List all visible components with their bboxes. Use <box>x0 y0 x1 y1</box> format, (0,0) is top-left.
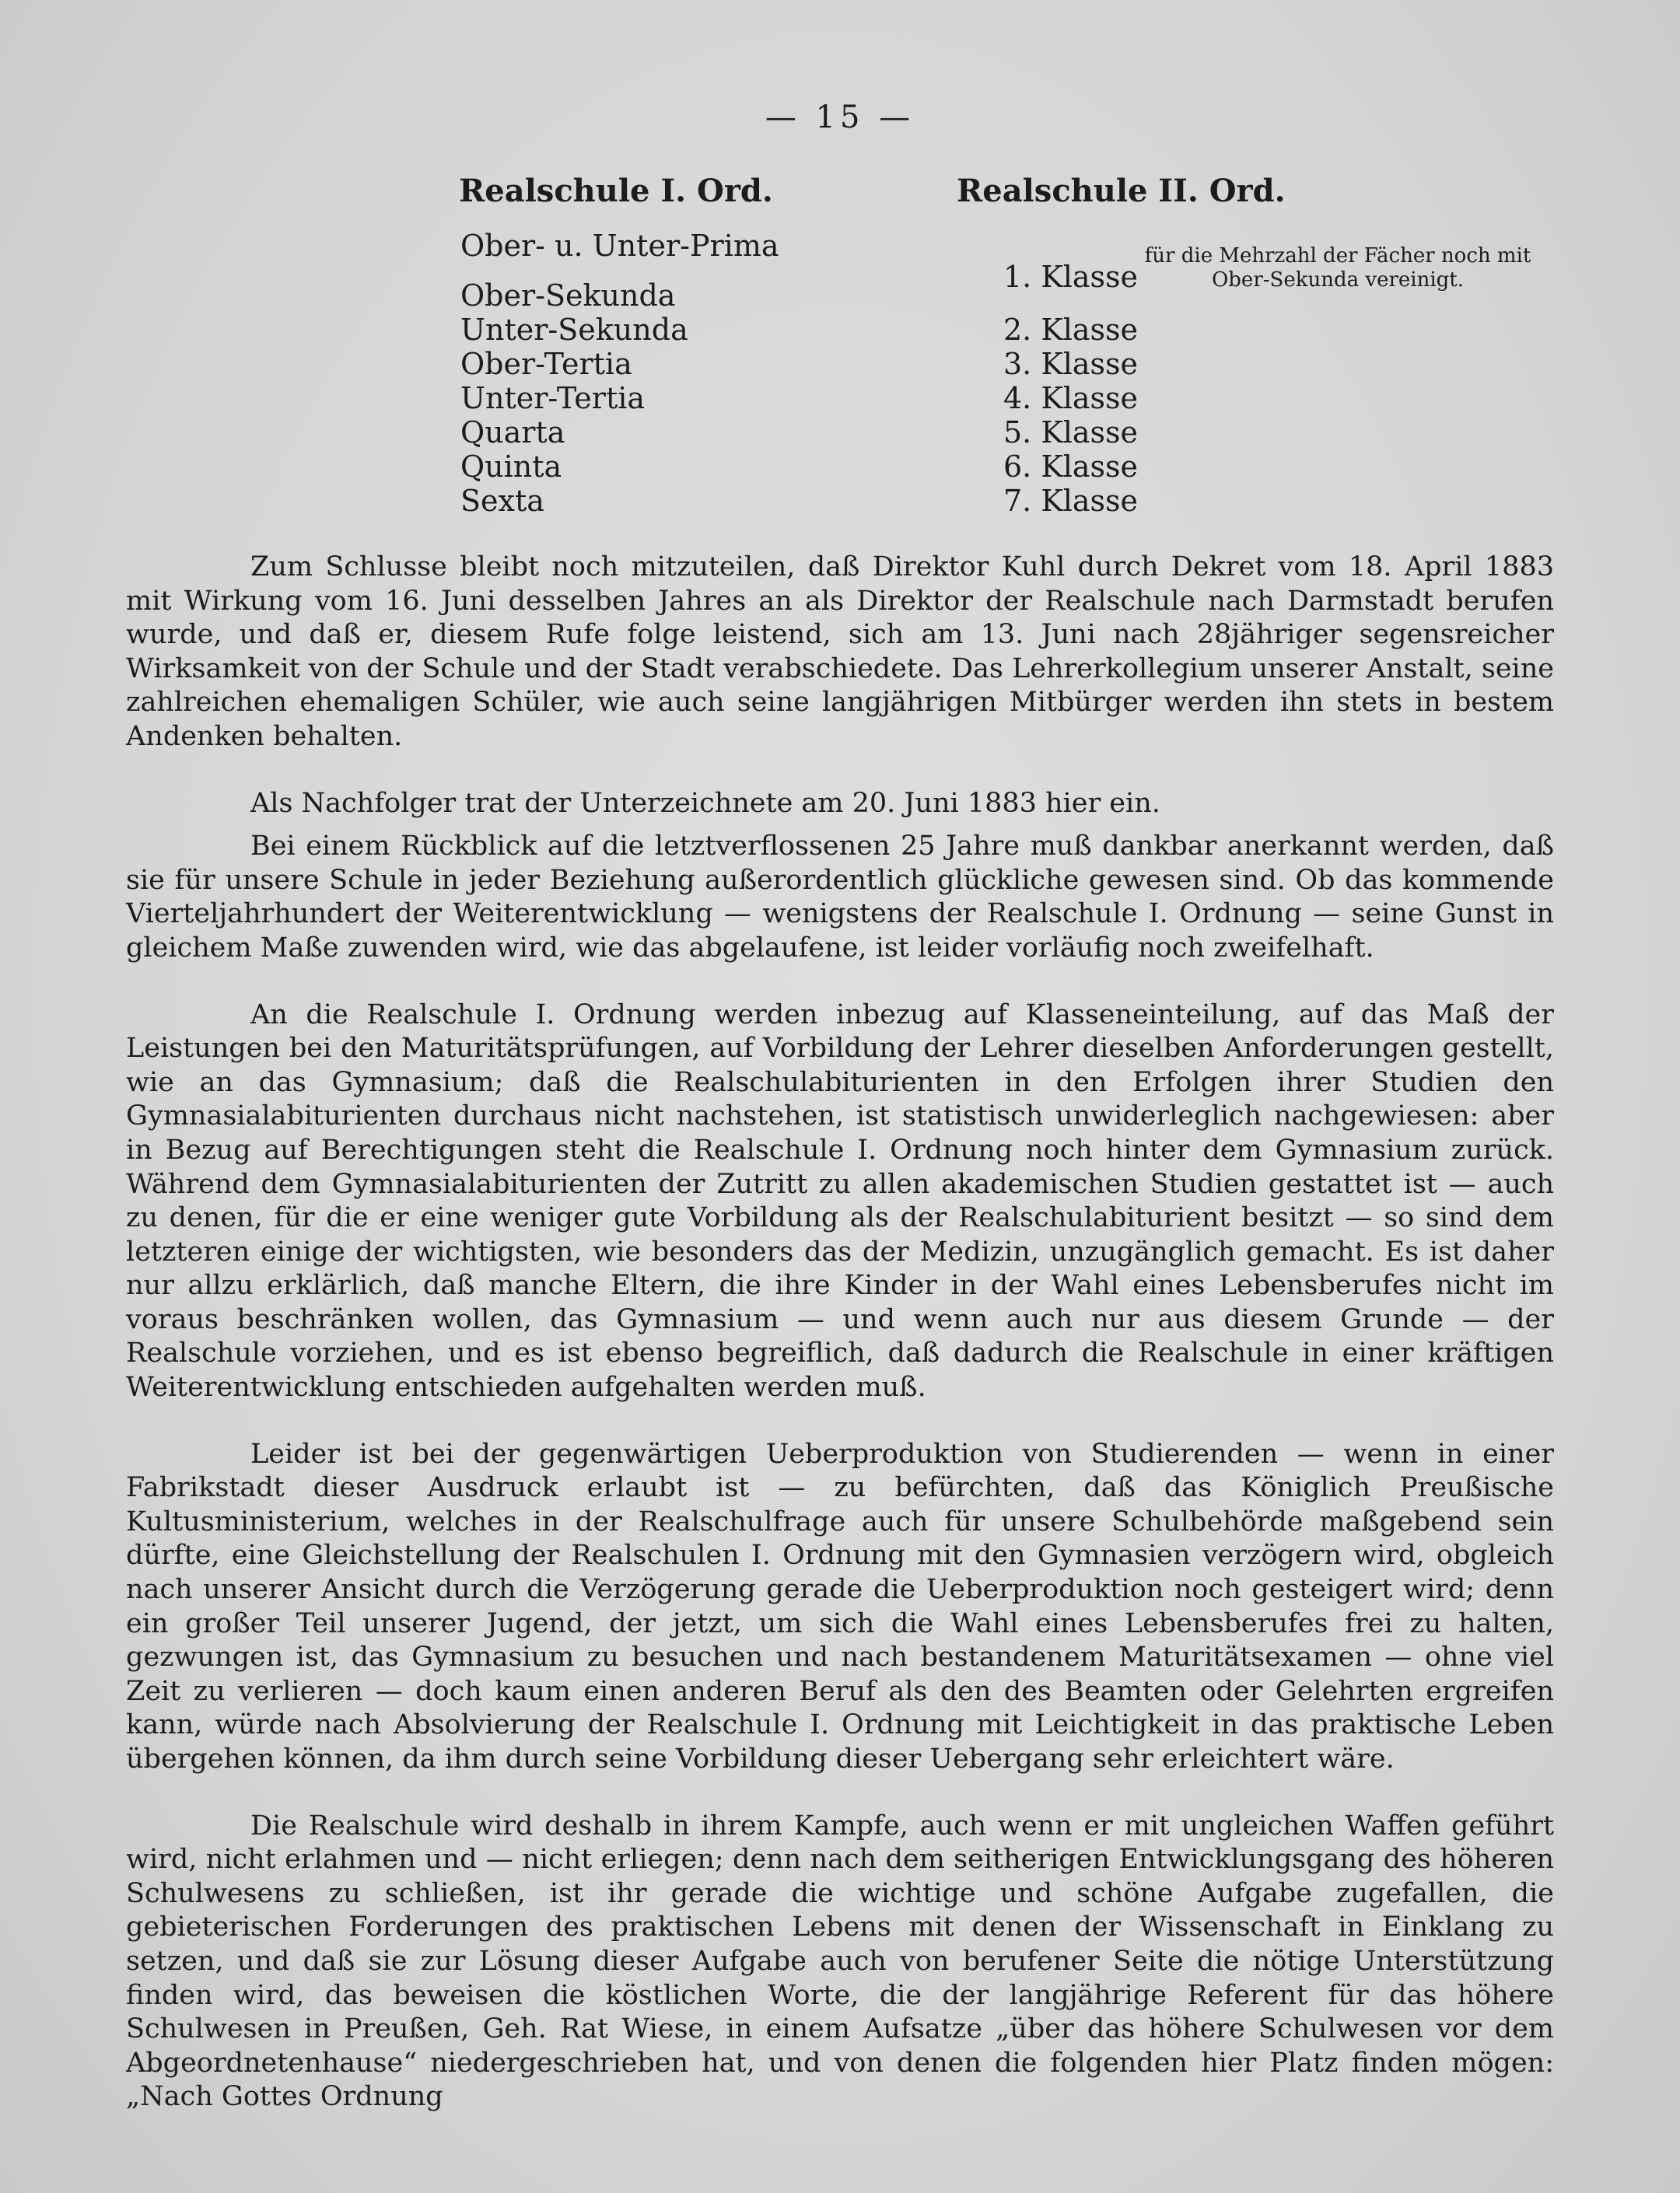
left-item: Quinta <box>460 449 562 484</box>
left-item: Unter-Sekunda <box>460 313 688 347</box>
right-item: 4. Klasse <box>1003 381 1139 415</box>
right-item: 6. Klasse <box>1003 449 1139 484</box>
left-item: Ober- u. Unter-Prima <box>460 229 779 263</box>
paragraph: Als Nachfolger trat der Unterzeichnete am 20. Juni 1883 hier ein. <box>250 787 1160 819</box>
right-item: 7. Klasse <box>1003 484 1139 518</box>
right-column-header: Realschule II. Ord. <box>957 173 1286 209</box>
body-text <box>126 551 1554 2114</box>
paragraph: Leider ist bei der gegenwärtigen Ueberproduktion von Studierenden — wenn in einer Fabrikstadt dieser Ausdruck erlaubt ist — zu befürchten, daß das Königlich Preußische Kultusministerium, welches in der Realschulfrage auch für unsere Schulbehörde maßgebend sein dürfte, eine Gleichstellung der Realschulen I. Ordnung mit den Gymnasien verzögern wird, obgleich nach unserer Ansicht durch die Verzögerung gerade die Ueberproduktion noch gesteigert wird; denn ein großer Teil unserer Jugend, der jetzt, um sich die Wahl eines Lebensberufes frei zu halten, gezwungen ist, das Gymnasium zu besuchen und nach bestandenem Maturitätsexamen — ohne viel Zeit zu verlieren — doch kaum einen anderen Beruf als den des Beamten oder Gelehrten ergreifen kann, würde nach Absolvierung der Realschule I. Ordnung mit Leichtigkeit in das praktische Leben übergehen können, da ihm durch seine Vorbildung dieser Uebergang sehr erleichtert wäre. <box>126 1438 1554 1775</box>
left-item: Quarta <box>460 415 565 449</box>
paragraph: Bei einem Rückblick auf die letztverflossenen 25 Jahre muß dankbar anerkannt werden, daß sie für unsere Schule in jeder Beziehung außerordentlich glückliche gewesen sind. Ob das kommende Vierteljahrhundert der Weiterentwicklung — wenigstens der Realschule I. Ordnung — seine Gunst in gleichem Maße zuwenden wird, wie das abgelaufene, ist leider vorläufig noch zweifelhaft. <box>126 831 1554 964</box>
right-item: 2. Klasse <box>1003 313 1139 347</box>
left-column-header: Realschule I. Ord. <box>459 173 773 209</box>
page-number: — 15 — <box>765 100 915 135</box>
left-item: Sexta <box>460 484 544 518</box>
right-item: 5. Klasse <box>1003 415 1139 449</box>
left-item: Ober-Tertia <box>460 347 632 381</box>
class-note: für die Mehrzahl der Fächer noch mit Ober-Sekunda vereinigt. <box>1144 244 1531 292</box>
paragraph: An die Realschule I. Ordnung werden inbezug auf Klasseneinteilung, auf das Maß der Leistungen bei den Maturitätsprüfungen, auf Vorbildung der Lehrer dieselben Anforderungen gestellt, wie an das Gymnasium; daß die Realschulabiturienten in den Erfolgen ihrer Studien den Gymnasialabiturienten durchaus nicht nachstehen, ist statistisch unwiderleglich nachgewiesen: aber in Bezug auf Berechtigungen steht die Realschule I. Ordnung noch hinter dem Gymnasium zurück. Während dem Gymnasialabiturienten der Zutritt zu allen akademischen Studien gestattet ist — auch zu denen, für die er eine weniger gute Vorbildung als der Realschulabiturient besitzt — so sind dem letzteren einige der wichtigsten, wie besonders das der Medizin, unzugänglich gemacht. Es ist daher nur allzu erklärlich, daß manche Eltern, die ihre Kinder in der Wahl eines Lebensberufes nicht im voraus beschränken wollen, das Gymnasium — und wenn auch nur aus diesem Grunde — der Realschule vorziehen, und es ist ebenso begreiflich, daß dadurch die Realschule in einer kräftigen Weiterentwicklung entschieden aufgehalten werden muß. <box>126 999 1554 1404</box>
right-item: 3. Klasse <box>1003 347 1139 381</box>
left-item: Unter-Tertia <box>460 381 646 415</box>
paragraph: Die Realschule wird deshalb in ihrem Kampfe, auch wenn er mit ungleichen Waffen geführt wird, nicht erlahmen und — nicht erliegen; denn nach dem seitherigen Entwicklungsgang des höheren Schulwesens zu schließen, ist ihr gerade die wichtige und schöne Aufgabe zugefallen, die gebieterischen Forderungen des praktischen Lebens mit denen der Wissenschaft in Einklang zu setzen, und daß sie zur Lösung dieser Aufgabe auch von berufener Seite die nötige Unterstützung finden wird, das beweisen die köstlichen Worte, die der langjährige Referent für das höhere Schulwesen in Preußen, Geh. Rat Wiese, in einem Aufsatze „über das höhere Schulwesen vor dem Abgeordnetenhause“ niedergeschrieben hat, und von denen die folgenden hier Platz finden mögen: „Nach Gottes Ordnung <box>126 1810 1554 2113</box>
right-item: 1. Klasse <box>1003 260 1139 294</box>
left-item: Ober-Sekunda <box>460 278 676 313</box>
paragraph: Zum Schlusse bleibt noch mitzuteilen, daß Direktor Kuhl durch Dekret vom 18. April 1883 mit Wirkung vom 16. Juni desselben Jahres an als Direktor der Realschule nach Darmstadt berufen wurde, und daß er, diesem Rufe folge leistend, sich am 13. Juni nach 28jähriger segensreicher Wirksamkeit von der Schule und der Stadt verabschiedete. Das Lehrerkollegium unserer Anstalt, seine zahlreichen ehemaligen Schüler, wie auch seine langjährigen Mitbürger werden ihn stets in bestem Andenken behalten. <box>126 551 1554 752</box>
